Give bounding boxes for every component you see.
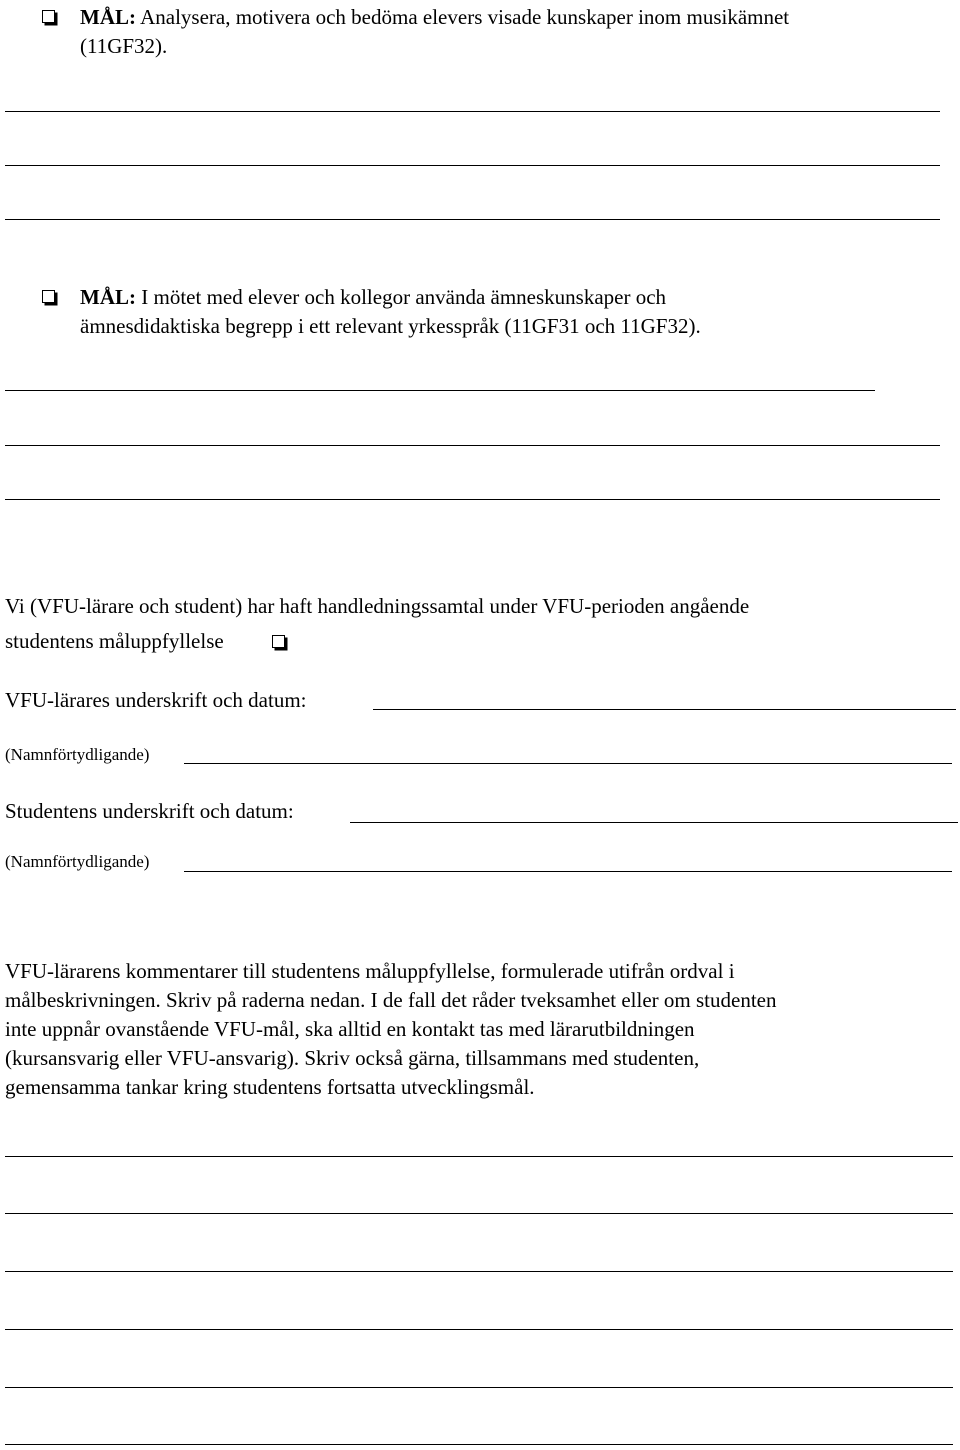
student-signature-label: Studentens underskrift och datum: [5,799,294,823]
goal-2-answer-line-2[interactable] [5,445,940,446]
goal-1-answer-line-1[interactable] [5,111,940,112]
teacher-name-clarification-line[interactable] [184,763,952,764]
goal-1-answer-line-3[interactable] [5,219,940,220]
teacher-name-clarification-label: (Namnförtydligande) [5,745,150,764]
comment-line-4[interactable] [5,1329,953,1330]
teacher-signature-line[interactable] [373,709,956,710]
teacher-signature-label: VFU-lärares underskrift och datum: [5,688,307,712]
goal-1-checkbox[interactable] [42,10,55,23]
goal-1-line-2: (11GF32). [80,34,168,58]
confirmation-line-2: studentens måluppfyllelse [5,629,224,653]
comments-line-4: (kursansvarig eller VFU-ansvarig). Skriv också gärna, tillsammans med studenten, [5,1046,700,1070]
goal-2-answer-line-3[interactable] [5,499,940,500]
goal-2-checkbox[interactable] [42,290,55,303]
student-name-clarification-line[interactable] [184,871,952,872]
goal-2-answer-line-1[interactable] [5,390,875,391]
comments-line-5: gemensamma tankar kring studentens fortsatta utvecklingsmål. [5,1075,535,1099]
student-name-clarification-label: (Namnförtydligande) [5,852,150,871]
comments-line-3: inte uppnår ovanstående VFU-mål, ska alltid en kontakt tas med lärarutbildningen [5,1017,695,1041]
goal-2-prefix: MÅL: [80,285,136,309]
goal-1-answer-line-2[interactable] [5,165,940,166]
comment-line-5[interactable] [5,1387,953,1388]
confirmation-checkbox[interactable] [272,635,285,648]
goal-1-text [80,3,789,61]
comment-line-3[interactable] [5,1271,953,1272]
goal-1-prefix: MÅL: [80,5,136,29]
confirmation-line-1: Vi (VFU-lärare och student) har haft handledningssamtal under VFU-perioden angående [5,594,750,618]
goal-1-line-1: Analysera, motivera och bedöma elevers visade kunskaper inom musikämnet [136,5,790,29]
comments-line-1: VFU-lärarens kommentarer till studentens måluppfyllelse, formulerade utifrån ordval i [5,959,735,983]
goal-2-text [80,283,701,341]
comment-line-2[interactable] [5,1213,953,1214]
comment-line-6[interactable] [5,1444,953,1445]
goal-2-line-2: ämnesdidaktiska begrepp i ett relevant yrkesspråk (11GF31 och 11GF32). [80,314,701,338]
student-signature-line[interactable] [350,822,958,823]
comments-line-2: målbeskrivningen. Skriv på raderna nedan. I de fall det råder tveksamhet eller om studenten [5,988,777,1012]
comment-line-1[interactable] [5,1156,953,1157]
goal-2-line-1: I mötet med elever och kollegor använda ämneskunskaper och [136,285,667,309]
